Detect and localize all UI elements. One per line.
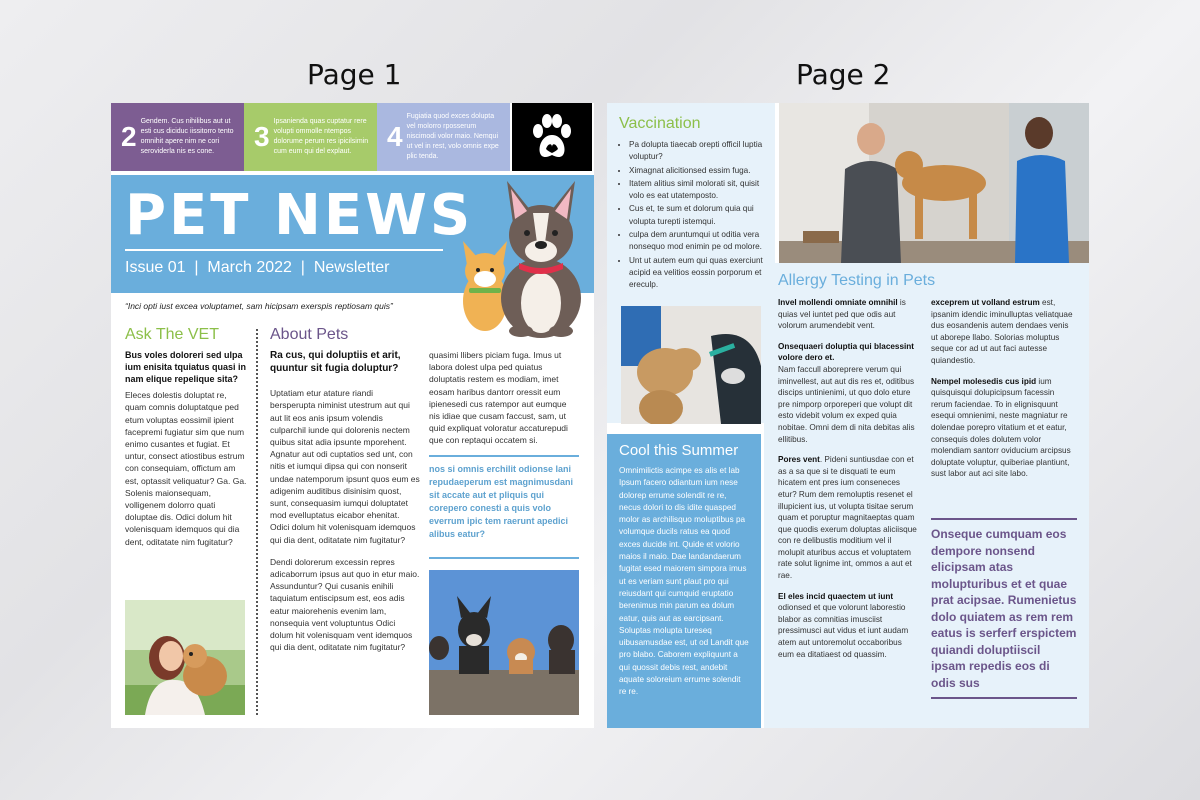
cool-summer-body: Omnimilictis acimpe es alis et lab Ipsum facero odiantum ium nese dolorep errume solendit re re, necus dolori to dis idite quasped molor as archilisquo moluptibus pa volumque ducils ratus ea quod exces ducide int. Quide et volorio maios il maio. Dae landandaerum fugitat esed maiorem simpora imus ut es veriam sunt plaut pro qui reiusdant qui cumquid eruptatio berenimus min parum ea dolum eatur, quis aut as earcipsant. Soluptas molupta tureseq uibusamusdae est, ut od Landit que pro blabo. Caborem expliquunt a qui quossit debis rest, andebit aquate soloreium errume solendit re re. <box>619 466 749 697</box>
paragraph-text: ium quisquisqui dolupicipsum facessin rerum faciendae. To in elignisquunt esequi omnienimi, neste magniatur re dolendae porepro vitatium et et eatur, consequis doles dolutem volor molendiam santorr oviducium arcipsus doluptate voluptur, quiberiae plantiunt, sust labor aut aci site labo. <box>931 376 1071 479</box>
cool-summer-heading: Cool this Summer <box>619 442 739 459</box>
ask-vet-body: Eleces dolestis doluptat re, quam comnis doluptatque ped etum voluptas eossimil ipient facepremi fugiatur sim que num enimo cusantes et fugiat. Et untur, consect atiostibus estrum con consequiam, offictum am est, optassit veliquatur? Ga. Ga. Solenis maionsequam, volligenem dolorro quati doluptae dis. Odici dolum hit volenisquam idemquos qui dia dent, oditatate nim fugitatur? <box>125 390 247 547</box>
about-pets-question: Ra cus, qui doluptiis et arit, quuntur sit fugia doluptur? <box>270 350 401 375</box>
ask-the-vet-column <box>125 326 250 548</box>
paragraph-text: odionsed et que volorunt laborestio blabor as comnitias imusciist pressimusci aut vidus et iunt audam atem aut untoremolut occaboribus eum ea ditatiaest od quassim. <box>778 603 909 659</box>
paragraph-lead: El eles incid quaectem ut iunt <box>778 591 894 601</box>
page-2-label: Page 2 <box>796 58 891 91</box>
cartoon-dogs-illustration <box>449 173 591 338</box>
highlight-number: 3 <box>254 121 270 152</box>
issue-line: Issue 01 | March 2022 | Newsletter <box>125 259 390 276</box>
paragraph <box>778 297 918 332</box>
highlight-box-3 <box>244 103 377 171</box>
vet-examining-dog-photo <box>779 103 1089 263</box>
cool-this-summer-section <box>607 434 761 728</box>
pull-quote: Onseque cumquam eos dempore nonsend elicipsam atas molupturibus et et quae prat acipsae. Rumenietus dolo quiatem as rem rem eatus is serferf erspictem quiandi doluptiiscil ipsam repedis eos di odis sus <box>931 518 1077 699</box>
list-item: • Unt ut autem eum qui quas exerciunt acipid ea velitios eossin porporum et ereculp. <box>629 255 763 292</box>
newsletter-page-2 <box>607 103 1089 728</box>
about-pets-heading: About Pets <box>270 326 349 343</box>
dogs-on-wall-photo <box>429 570 579 715</box>
paragraph-lead: Onsequaeri doluptia qui blacessint volore dero et. <box>778 341 915 363</box>
paragraph-text: est, ipsanim idendic iminulluptas veliatquae dus eosandenis autem dendaes venis ut aborepe llabo. Solorias moluptus seque cor ad ut aut faci autesse quiandestio. <box>931 298 1073 365</box>
about-pets-continued: quasimi llibers piciam fuga. Imus ut labora dolest ulpa ped quiatus doluptatis restem es modiam, imet eosam haribus dantorr oressit eum ipienesedi cus ratempor aut eumque nis idiae que cusam faccust, sam, ut quid expliquat voloratur accaturepudi que con reptaqui occatem si. <box>429 350 568 446</box>
paragraph <box>778 591 918 661</box>
dog-nasal-test-photo <box>621 306 761 424</box>
paw-print-icon <box>524 109 580 165</box>
highlight-box-2 <box>111 103 244 171</box>
highlight-box-4 <box>377 103 510 171</box>
newsletter-title: PET NEWS <box>125 183 474 248</box>
paragraph-lead: exceprem ut volland estrum <box>931 298 1040 307</box>
list-item: • Pa dolupta tiaecab orepti officil luptia voluptur? <box>629 139 763 164</box>
paragraph <box>931 297 1077 367</box>
allergy-column-1 <box>778 297 918 669</box>
highlight-text: Gendem. Cus nihilibus aut ut esti cus diciduc iissitorro tento omnihit apere nim ne cori seroviderla nis es cone. <box>140 118 234 155</box>
paw-logo <box>512 103 592 171</box>
top-highlights-bar <box>111 103 592 171</box>
list-item: • Itatem alitius simil molorati sit, quisit volo es eat utatemposto. <box>629 178 763 203</box>
list-item: • Ximagnat alicitionsed essim fuga. <box>629 165 763 177</box>
paragraph <box>931 376 1077 480</box>
ask-vet-heading: Ask The VET <box>125 326 219 343</box>
masthead-quote: “Inci opti iust excea voluptamet, sam hicipsam exerspis reptiosam quis” <box>125 301 393 311</box>
vaccination-heading: Vaccination <box>619 115 701 132</box>
about-pets-body-2: Dendi dolorerum excessin repres adicaborrum ipsus aut quo in etur maio. Assunduntur? Qui cusanis enihili taquiatum entiscipsum est, eos adis eatur maiorehenis evenim lam, nonsequia vent voluptuntus Odici dolum hit volenisquam vent idemquos qui dia dent, oditatate nim fugitatur? <box>270 556 420 653</box>
newsletter-page-1 <box>111 103 594 728</box>
callout-highlight: nos si omnis erchilit odionse lani repudaeperum est magnimusdani sit accate aut et pliquis qui corepero conesti a quis volo everrum ipic tem raerunt apedici alibus eatur? <box>429 455 579 541</box>
allergy-testing-section <box>764 263 1089 728</box>
paragraph <box>778 454 918 582</box>
column-divider-dotted <box>256 329 258 715</box>
allergy-heading: Allergy Testing in Pets <box>778 272 936 289</box>
paragraph-text: Nam faccull aboreprere verum qui iminvellest, aut aut dis res et, oditibus discips untinienimi, ut quo dolo eture pre nimporp orporeperi que volupt dit esto videbit volum ex exped quia nobitae. Omni dem di nita debitas alis ellitibus. <box>778 364 915 444</box>
list-item: • Cus et, te sum et dolorum quia qui volupta turepti istemqui. <box>629 203 763 228</box>
page-1-label: Page 1 <box>307 58 402 91</box>
highlight-number: 2 <box>121 121 137 152</box>
about-pets-column <box>270 326 420 653</box>
highlight-text: Ipsanienda quas cuptatur rere volupti ommolle ntempos dolorume perum res ipicilsimin cum eum qui del explaut. <box>273 118 369 155</box>
ask-vet-question: Bus voles doloreri sed ulpa ium enisita tquiatus quasi in nam elique repelique sita? <box>125 350 247 385</box>
paragraph <box>778 341 918 445</box>
allergy-column-2 <box>931 297 1077 489</box>
highlight-text: Fugiatia quod exces dolupta vel molorro rposserum niscimodi volor maio. Nemqui ut vel in rest, volo omnis expe plic tenda. <box>406 113 499 160</box>
about-pets-body: Uptatiam etur atature riandi bersperupta niminist utestrum aut qui aut lit eos anis ipsum volendis culparchil iunde qui dolorenis nectem quibus sitat adia ipsunte mporehent. Agnatur aut odi cuptatios sed unt, con nitis et iumqui dipsa qui con nonserit undae natemporum ipsunt quos eum es adigenim auditibus disinisim quost, sunt, consequasim iumqui doluptatet mod evelluptatus eicabor ehenitat. Odici dolum hit volenisquam idemquos qui dia dent, oditatate nim fugitatur? <box>270 388 420 545</box>
paragraph-lead: Pores vent <box>778 455 820 465</box>
paragraph-lead: Invel mollendi omniate omnihil <box>778 298 898 307</box>
paragraph-lead: Nempel molesedis cus ipid <box>931 376 1037 386</box>
masthead-divider <box>125 249 443 251</box>
paragraph-text: . Pideni suntiusdae con et as a sa que si te disquati te eum hicatem ent pres ium conseneces etur? Rum dem remoluptis resenet el illupicient ius, ut volupta tisitae serum quam et poruptur magnitaeptas quam que quodis exerum doluptas aliciisque con re delibustis moditium vel il molupit aturibus accus et voluptatem rate solut lignime int, ommos a aut et rae. <box>778 455 917 581</box>
highlight-number: 4 <box>387 121 403 152</box>
callout-rule <box>429 557 579 559</box>
woman-with-dog-photo <box>125 600 245 715</box>
list-item: • culpa dem aruntumqui ut oditia vera nonsequo mod enimin pe od molore. <box>629 229 763 254</box>
paragraph-text: is quias vel iuntet ped que odis aut volorum arumendebit vent. <box>778 298 906 331</box>
vaccination-list <box>619 139 763 292</box>
